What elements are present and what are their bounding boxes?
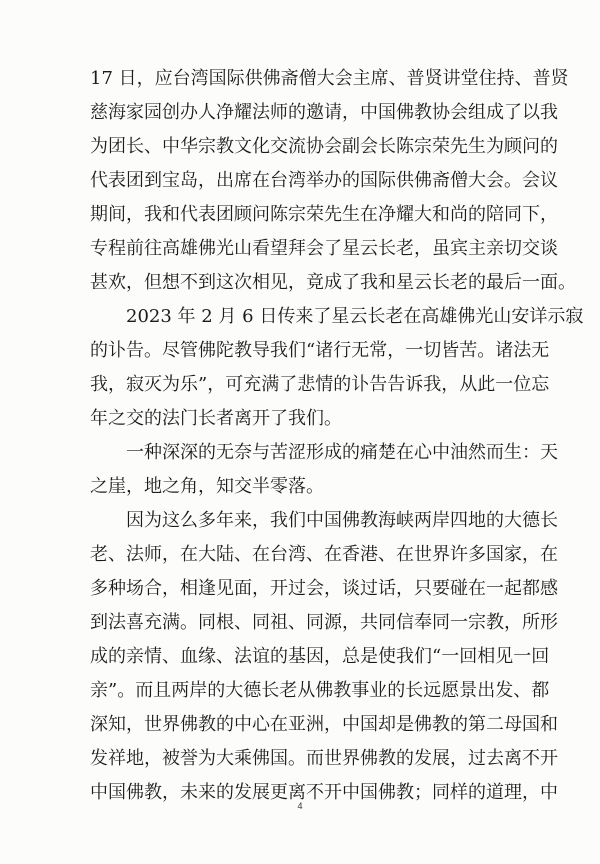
text-line: 发祥地，被誉为大乘佛国。而世界佛教的发展，过去离不开 [90, 748, 558, 769]
text-line: 2023 年 2 月 6 日传来了星云长老在高雄佛光山安详示寂 [126, 306, 584, 327]
text-line: 一种深深的无奈与苦涩形成的痛楚在心中油然而生：天 [126, 442, 558, 463]
text-line: 的讣告。尽管佛陀教导我们“诸行无常，一切皆苦。诸法无 [90, 340, 550, 361]
text-line: 老、法师，在大陆、在台湾、在香港、在世界许多国家，在 [90, 544, 558, 565]
page-number: 4 [297, 801, 303, 811]
text-line: 到法喜充满。同根、同祖、同源，共同信奉同一宗教，所形 [90, 612, 558, 633]
text-line: 多种场合，相逢见面，开过会，谈过话，只要碰在一起都感 [90, 578, 558, 599]
text-line: 专程前往高雄佛光山看望拜会了星云长老，虽宾主亲切交谈 [90, 238, 558, 259]
text-line: 成的亲情、血缘、法谊的基因，总是使我们“一回相见一回 [90, 646, 550, 667]
paragraph-4 [90, 504, 558, 810]
text-line: 代表团到宝岛，出席在台湾举办的国际供佛斋僧大会。会议 [90, 170, 558, 191]
paragraph-1 [90, 62, 576, 300]
text-line: 亲”。而且两岸的大德长老从佛教事业的长远愿景出发、都 [90, 680, 550, 701]
text-line: 为团长、中华宗教文化交流协会副会长陈宗荣先生为顾问的 [90, 136, 558, 157]
text-line: 年之交的法门长者离开了我们。 [90, 408, 342, 429]
text-line: 慈海家园创办人净耀法师的邀请，中国佛教协会组成了以我 [90, 102, 558, 123]
text-line: 之崖，地之角，知交半零落。 [90, 476, 324, 497]
text-line: 因为这么多年来，我们中国佛教海峡两岸四地的大德长 [126, 510, 558, 531]
body-text [90, 62, 584, 810]
text-line: 深知，世界佛教的中心在亚洲，中国却是佛教的第二母国和 [90, 714, 558, 735]
text-line: 17 日，应台湾国际供佛斋僧大会主席、普贤讲堂住持、普贤 [90, 68, 569, 89]
text-line: 我，寂灭为乐”，可充满了悲情的讣告告诉我，从此一位忘 [90, 374, 550, 395]
paragraph-3 [90, 436, 558, 504]
text-line: 期间，我和代表团顾问陈宗荣先生在净耀大和尚的陪同下， [90, 204, 558, 225]
text-line: 甚欢，但想不到这次相见，竟成了我和星云长老的最后一面。 [90, 272, 576, 293]
text-line: 中国佛教，未来的发展更离不开中国佛教；同样的道理，中 [90, 782, 558, 803]
paragraph-2 [90, 300, 584, 436]
